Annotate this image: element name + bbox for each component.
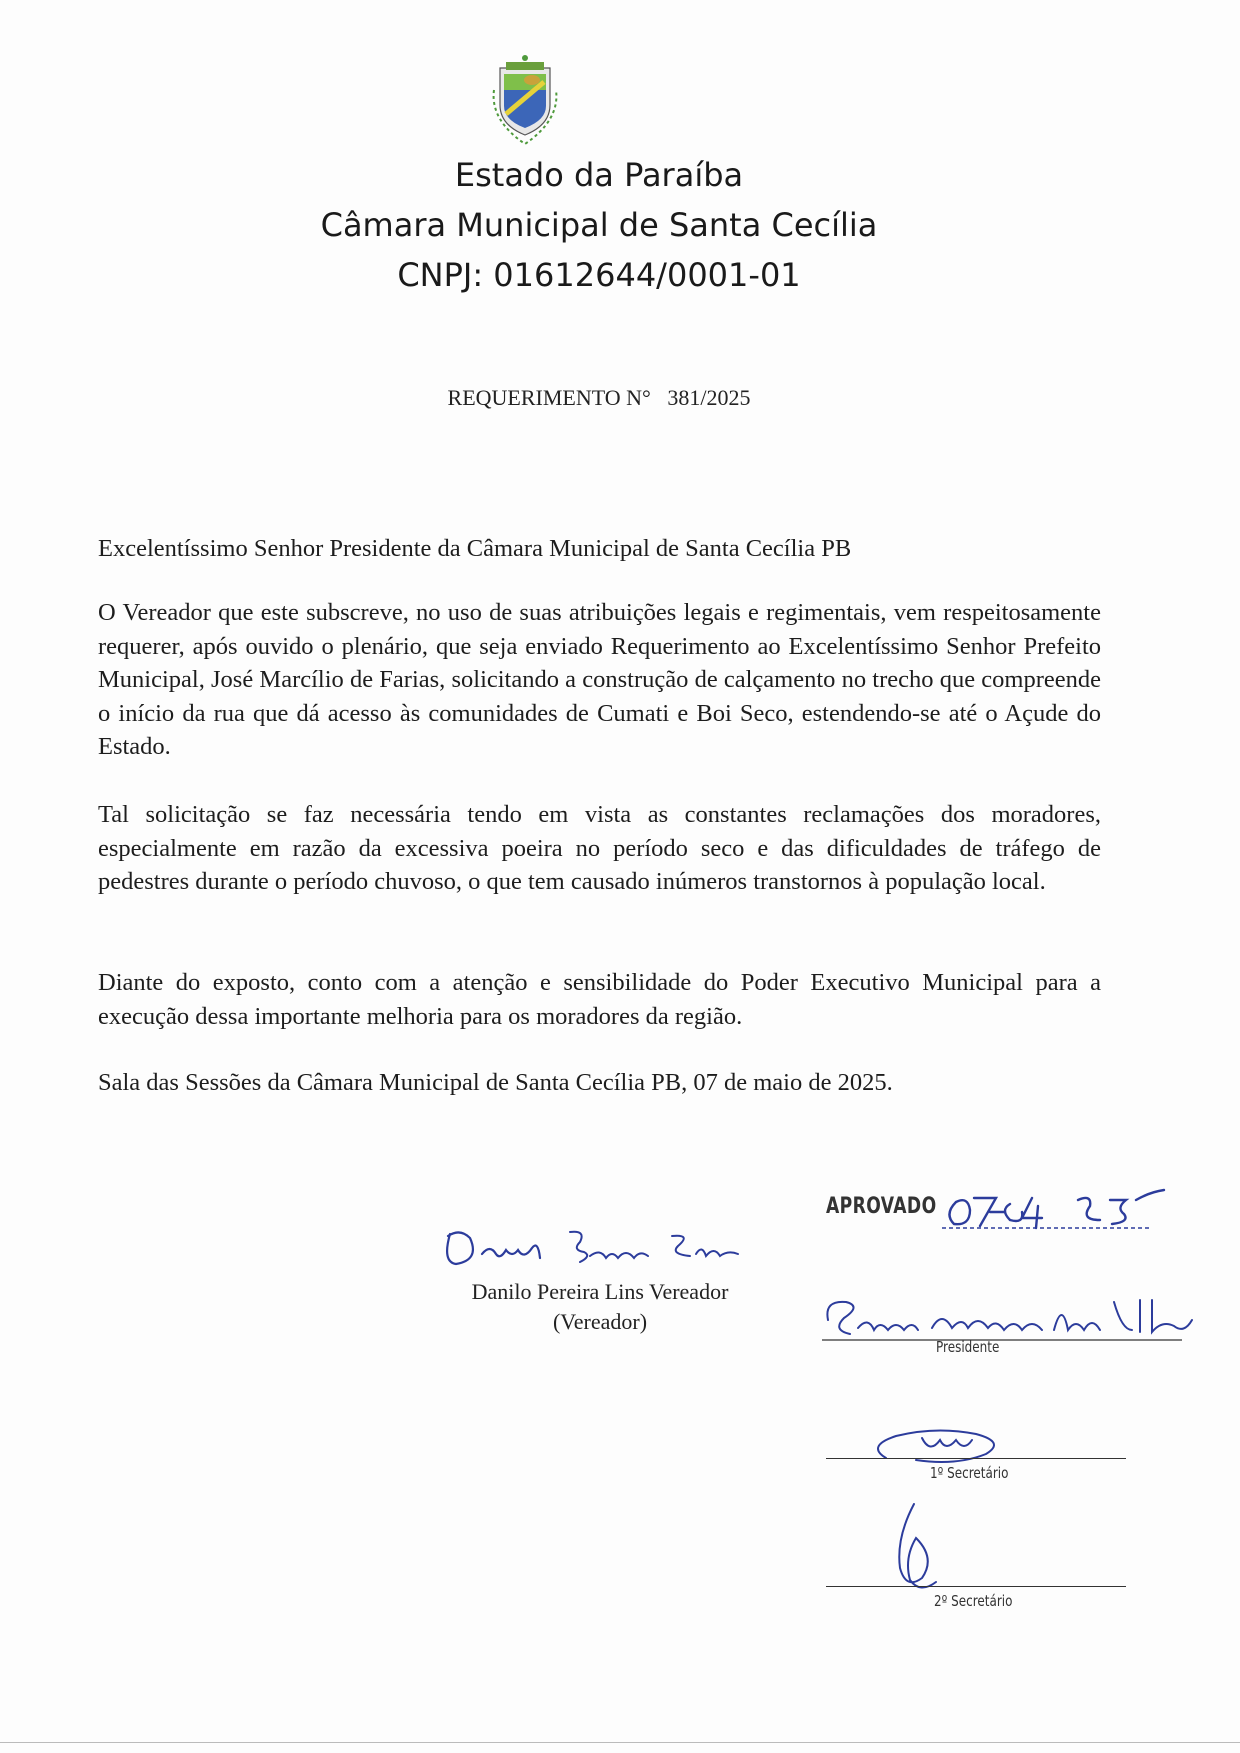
chamber-name: Câmara Municipal de Santa Cecília (320, 206, 878, 244)
second-secretary-label: 2º Secretário (934, 1592, 1013, 1610)
handwritten-approval-date (940, 1184, 1180, 1234)
state-name: Estado da Paraíba (454, 156, 744, 194)
salutation-text: Excelentíssimo Senhor Presidente da Câmara Municipal de Santa Cecília PB (98, 535, 852, 562)
salutation (98, 532, 1101, 566)
second-secretary-line (826, 1586, 1126, 1587)
page-bottom-edge (0, 1742, 1240, 1743)
paragraph-1 (98, 596, 1101, 764)
cnpj: CNPJ: 01612644/0001-01 (397, 256, 801, 294)
closing-text: Sala das Sessões da Câmara Municipal de Santa Cecília PB, 07 de maio de 2025. (98, 1069, 893, 1096)
paragraph-2-text: Tal solicitação se faz necessária tendo em vista as constantes reclamações dos moradores, especialmente em razão da excessiva poeira no período seco e das dificuldades de tráfego de pedestres durante o período chuvoso, o que tem causado inúmeros transtornos à população local. (98, 801, 1101, 895)
first-secretary-label: 1º Secretário (930, 1464, 1009, 1482)
president-handwritten-signature (822, 1290, 1202, 1350)
paragraph-2 (98, 798, 1101, 899)
second-secretary-handwritten-signature (876, 1498, 956, 1598)
approved-stamp: APROVADO (826, 1194, 937, 1219)
paragraph-3-text: Diante do exposto, conto com a atenção e sensibilidade do Poder Executivo Municipal para a execução dessa importante melhoria para os moradores da região. (98, 969, 1101, 1030)
author-signature-block (420, 1220, 780, 1337)
paragraph-1-text: O Vereador que este subscreve, no uso de suas atribuições legais e regimentais, vem respeitosamente requerer, após ouvido o plenário, que seja enviado Requerimento ao Excelentíssimo Senhor Prefeito Municipal, José Marcílio de Farias, solicitando a construção de calçamento no trecho que compreende o início da rua que dá acesso às comunidades de Cumati e Boi Seco, estendendo-se até o Açude do Estado. (98, 599, 1101, 760)
author-name: Danilo Pereira Lins Vereador (471, 1279, 729, 1304)
document-title: REQUERIMENTO N° 381/2025 (447, 385, 751, 410)
first-secretary-line (826, 1458, 1126, 1459)
closing-line (98, 1066, 1101, 1100)
president-label: Presidente (936, 1338, 1000, 1356)
author-handwritten-signature (420, 1220, 780, 1272)
municipal-coat-of-arms-icon (480, 50, 570, 150)
author-role: (Vereador) (552, 1309, 648, 1334)
paragraph-3 (98, 966, 1101, 1033)
letterhead (0, 150, 1198, 300)
